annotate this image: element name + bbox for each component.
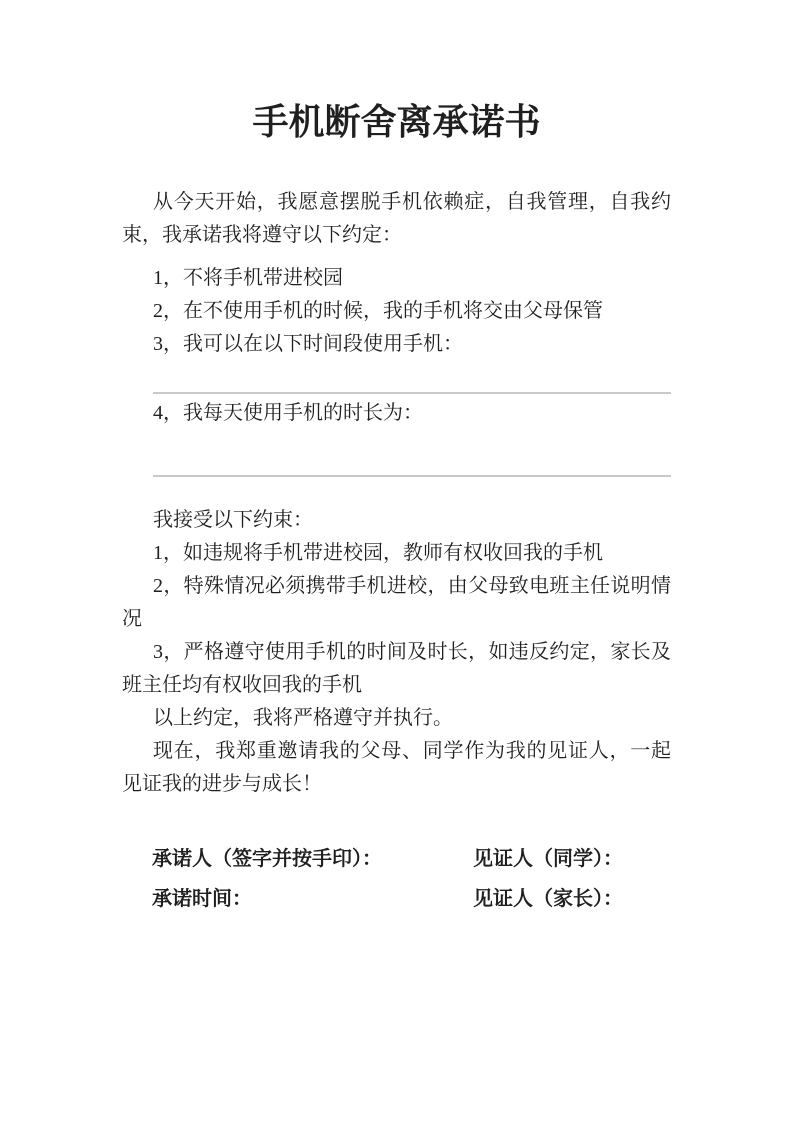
constraint-item-3: 3，严格遵守使用手机的时间及时长，如违反约定，家长及班主任均有权收回我的手机	[122, 641, 671, 696]
closing-invitation: 现在，我郑重邀请我的父母、同学作为我的见证人，一起见证我的进步与成长！	[122, 740, 671, 795]
signature-row-1	[122, 843, 671, 876]
fill-in-line-duration	[153, 475, 671, 477]
fill-in-line-time-slots	[153, 392, 671, 394]
signature-block	[122, 843, 671, 916]
constraints-heading: 我接受以下约束：	[153, 509, 313, 531]
signature-row-2	[122, 883, 671, 916]
page-title: 手机断舍离承诺书	[252, 102, 541, 142]
rule-item-1: 1，不将手机带进校园	[153, 267, 343, 289]
closing-commitment: 以上约定，我将严格遵守并执行。	[153, 707, 453, 729]
promise-time-label: 承诺时间：	[152, 888, 252, 910]
rules-list	[122, 262, 671, 361]
constraints-section	[122, 504, 671, 801]
witness-classmate-label: 见证人（同学）：	[473, 848, 623, 870]
intro-paragraph: 从今天开始，我愿意摆脱手机依赖症，自我管理，自我约束，我承诺我将遵守以下约定：	[122, 191, 671, 246]
constraint-item-2: 2，特殊情况必须携带手机进校，由父母致电班主任说明情况	[122, 575, 671, 630]
witness-parent-label: 见证人（家长）：	[473, 888, 623, 910]
constraint-item-1: 1，如违规将手机带进校园，教师有权收回我的手机	[153, 542, 603, 564]
rule-item-4: 4，我每天使用手机的时长为：	[153, 402, 423, 424]
rule-item-3: 3，我可以在以下时间段使用手机：	[153, 333, 463, 355]
rule-item-2: 2，在不使用手机的时候，我的手机将交由父母保管	[153, 300, 603, 322]
promiser-signature-label: 承诺人（签字并按手印）：	[152, 848, 382, 870]
